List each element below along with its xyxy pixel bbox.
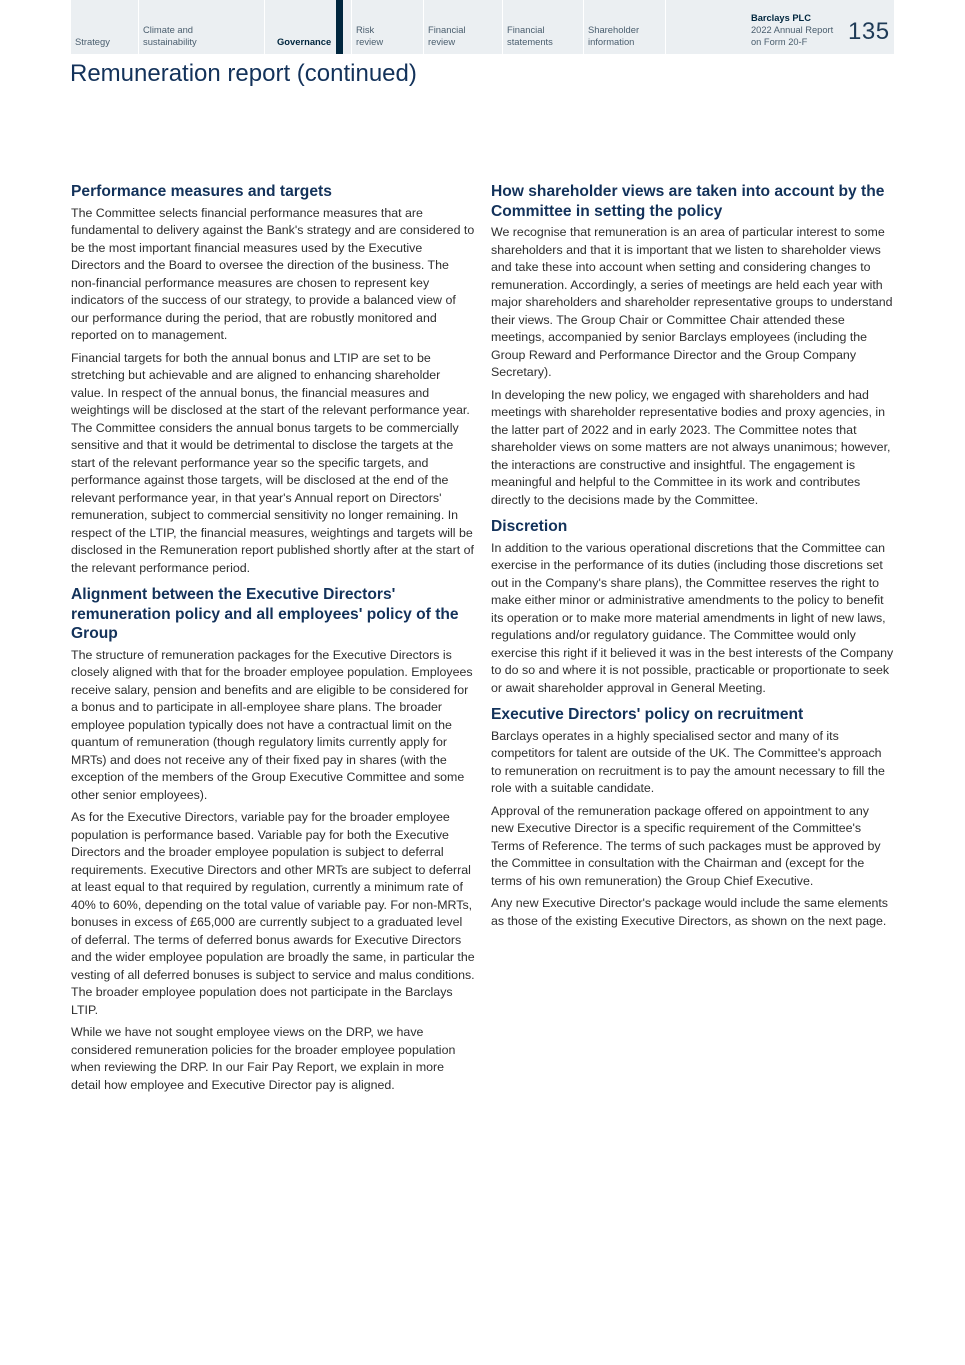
- tab-label: Strategy: [75, 36, 110, 47]
- page-number: 135: [848, 18, 890, 45]
- paragraph: In developing the new policy, we engaged with shareholders and had meetings with shareholder representative bodies and proxy agencies, in the latter part of 2022 and in early 2023. The Committee notes that shareholder views on some matters are not always unanimous; however, the interactions are constructive and insightful. The engagement is meaningful and helpful to the Committee in its work and contributes directly to the decisions made by the Committee.: [491, 387, 891, 507]
- section-heading-alignment: Alignment between the Executive Directors' remuneration policy and all employees' policy of the Group: [71, 586, 459, 642]
- tab-label: Shareholder information: [588, 24, 640, 47]
- paragraph: As for the Executive Directors, variable pay for the broader employee population is performance based. Variable pay for both the Executive Directors and the broader employee population is subject to deferral requirements. Executive Directors and other MRTs are subject to deferral at least equal to that required by regulation, currently a minimum rate of 40% to 60%, depending on the total value of variable pay. For non-MRTs, bonuses in excess of £65,000 are currently subject to a graduated level of deferral. The terms of deferred bonus awards for Executive Directors and the wider employee population are broadly the same, in particular the vesting of all deferred bonuses is subject to service and malus conditions. The broader employee population does not participate in the Barclays LTIP.: [71, 810, 475, 1017]
- paragraph: Financial targets for both the annual bonus and LTIP are set to be stretching but achievable and are aligned to enhancing shareholder value. In respect of the annual bonus, the financial measures and weightings will be disclosed at the start of the relevant performance year. The Committee considers the annual bonus targets to be commercially sensitive and that it would be detrimental to disclose the targets at the start of the relevant performance year so the specific targets, and performance against those targets, will be disclosed at the end of the relevant performance year, in that year's Annual report on Directors' remuneration, subject to commercial sensitivity no longer remaining. In respect of the LTIP, the financial measures, weightings and targets will be disclosed in the Remuneration report published shortly after at the start of the relevant performance period.: [71, 350, 474, 575]
- section-heading-discretion: Discretion: [491, 518, 568, 535]
- tab-risk-review[interactable]: [352, 0, 424, 54]
- paragraph: Barclays operates in a highly specialised sector and many of its competitors for talent are outside of the UK. The Committee's approach to remuneration on recruitment is to pay the amount necessary to fill the role with a suitable candidate.: [491, 728, 885, 795]
- tab-label: Governance: [277, 36, 332, 47]
- tab-financial-statements[interactable]: [503, 0, 584, 54]
- paragraph: We recognise that remuneration is an area of particular interest to some shareholders and that it is important that we listen to shareholder views and take these into account when setting and considering changes to remuneration. Accordingly, a series of meetings are held each year with major shareholders and shareholder representative groups to understand their views. The Group Chair or Committee Chair attended these meetings, accompanied by senior Barclays employees (including the Group Reward and Performance Director and the Group Company Secretary).: [491, 225, 893, 379]
- paragraph: Any new Executive Director's package would include the same elements as those of the existing Executive Directors, as shown on the next page.: [491, 896, 889, 928]
- tab-strategy[interactable]: [71, 0, 139, 54]
- tab-label: Financial review: [428, 24, 466, 47]
- tab-label: Climate and sustainability: [143, 24, 197, 47]
- tab-label: Financial statements: [507, 24, 553, 47]
- report-name: 2022 Annual Report: [751, 25, 834, 35]
- paragraph: The structure of remuneration packages for the Executive Directors is closely aligned with that for the broader employee population. Employees receive salary, pension and benefits and are eligible to be considered for a bonus and to participate in all-employee share plans. The broader employee population typically does not have a contractual limit on the quantum of remuneration (though regulatory limits currently apply for MRTs) and does not receive any of their fixed pay in shares (with the exception of the members of the Group Executive Committee and some other senior employees).: [71, 647, 473, 802]
- report-brand: [751, 12, 833, 48]
- page-title: Remuneration report (continued): [70, 60, 417, 87]
- tab-shareholder-information[interactable]: [584, 0, 666, 54]
- paragraph: While we have not sought employee views on the DRP, we have considered remuneration policies for the broader employee population when reviewing the DRP. In our Fair Pay Report, we explain in more detail how employee and Executive Director pay is aligned.: [71, 1025, 456, 1092]
- right-column: [491, 182, 895, 935]
- paragraph: In addition to the various operational discretions that the Committee can exercise in the performance of its duties (including those discretions set out in the Company's share plans), the Committee reserves the right to make either minor or administrative amendments to the policy to benefit its operation or to make more material amendments in light of new laws, regulations and/or regulatory guidance. The Committee would only exercise this right if it believed it was in the best interests of the Company to do so and where it is not possible, practicable or proportionate to seek or await shareholder approval in General Meeting.: [491, 540, 894, 695]
- tab-governance[interactable]: [273, 0, 352, 54]
- left-column: [71, 182, 475, 1099]
- company-name: Barclays PLC: [751, 13, 811, 23]
- section-heading-shareholder-views: How shareholder views are taken into account by the Committee in setting the policy: [491, 183, 885, 220]
- tab-label: Risk review: [356, 24, 384, 47]
- paragraph: Approval of the remuneration package offered on appointment to any new Executive Director is a specific requirement of the Committee's Terms of Reference. The terms of such packages must be approved by the Committee in consultation with the Chairman and (except for the terms of his own remuneration) the Group Chief Executive.: [491, 803, 881, 888]
- tab-financial-review[interactable]: [424, 0, 503, 54]
- section-heading-recruitment-policy: Executive Directors' policy on recruitment: [491, 706, 804, 723]
- report-form: on Form 20-F: [751, 37, 808, 47]
- tab-climate-and-sustainability[interactable]: [139, 0, 265, 54]
- section-heading-performance-measures: Performance measures and targets: [71, 183, 332, 200]
- paragraph: The Committee selects financial performance measures that are fundamental to delivery against the Bank's strategy and are considered to be the most important financial measures used by the Executive Directors and the Board to oversee the direction of the business. The non-financial performance measures are chosen to represent key indicators of the success of our strategy, to provide a balanced view of our performance during the period, that are robustly monitored and reported on to management.: [71, 205, 475, 342]
